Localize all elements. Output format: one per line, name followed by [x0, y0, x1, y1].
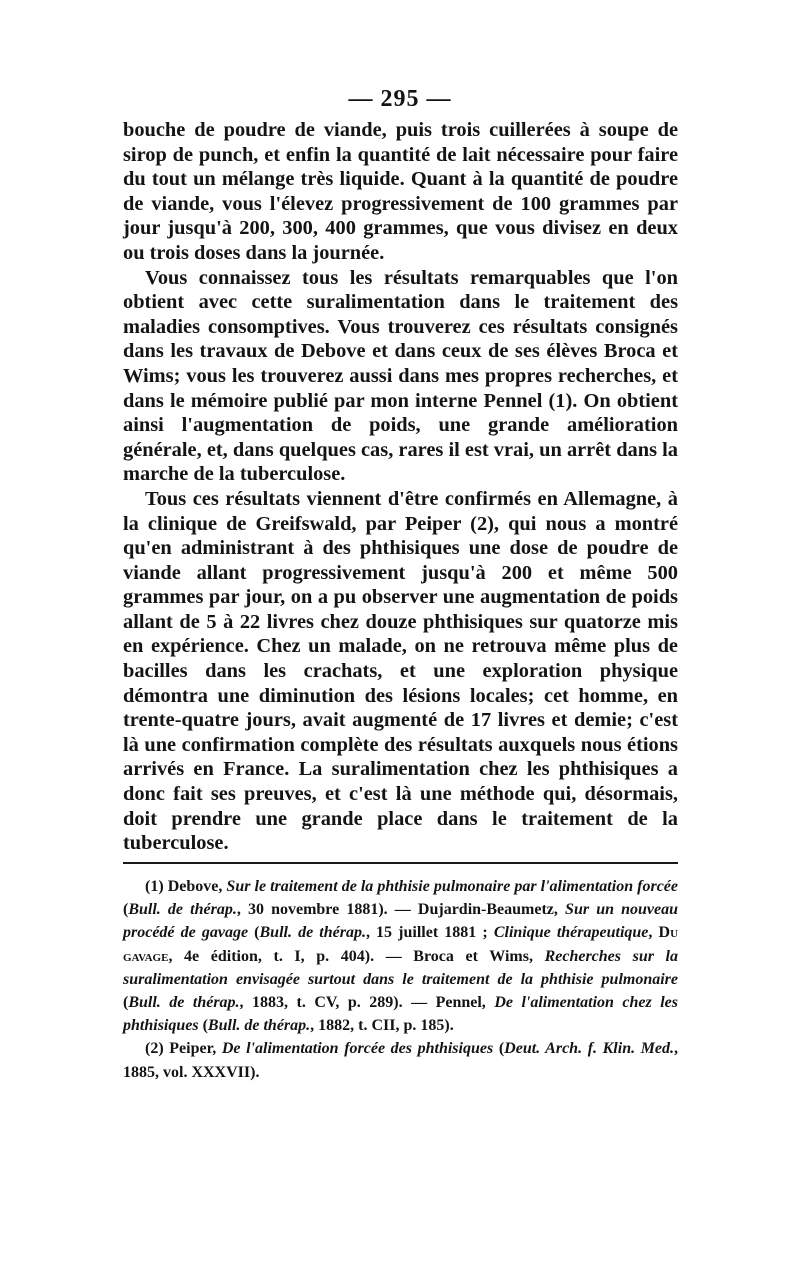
- body-text: [123, 118, 678, 856]
- footnotes: [123, 875, 678, 1084]
- paragraph-suralimentation: Vous connaissez tous les résultats remarquables que l'on obtient avec cette suralimentation dans le traitement des maladies consomptives. Vous trouverez ces résultats consignés dans les travaux de Debove et dans ceux de ses élèves Broca et Wims; vous les trouverez aussi dans mes propres recherches, et dans le mémoire publié par mon interne Pennel (1). On obtient ainsi l'augmentation de poids, une grande amélioration générale, et, dans quelques cas, rares il est vrai, un arrêt dans la marche de la tuberculose.: [123, 266, 678, 486]
- paragraph-allemagne: Tous ces résultats viennent d'être confirmés en Allemagne, à la clinique de Greifswald, par Peiper (2), qui nous a montré qu'en administrant à des phthisiques une dose de poudre de viande allant progressivement jusqu'à 200 et même 500 grammes par jour, on a pu observer une augmentation de poids allant de 5 à 22 livres chez douze phthisiques sur quatorze mis en expérience. Chez un malade, on ne retrouva même plus de bacilles dans les crachats, et une exploration physique démontra une diminution des lésions locales; cet homme, en trente-quatre jours, avait augmenté de 17 livres et demie; c'est là une confirmation complète des résultats auxquels nous étions arrivés en France. La suralimentation chez les phthisiques a donc fait ses preuves, et c'est là une méthode qui, désormais, doit prendre une grande place dans le traitement de la tuberculose.: [123, 487, 678, 855]
- footnote-2: (2) Peiper, De l'alimentation forcée des phthisiques (Deut. Arch. f. Klin. Med., 1885, vol. XXXVII).: [123, 1040, 679, 1081]
- footnote-1: (1) Debove, Sur le traitement de la phthisie pulmonaire par l'alimentation forcée (Bull. de thérap., 30 novembre 1881). — Dujardin-Beaumetz, Sur un nouveau procédé de gavage (Bull. de thérap., 15 juillet 1881 ; Clinique thérapeutique, Du gavage, 4e édition, t. I, p. 404). — Broca et Wims, Recherches sur la suralimentation envisagée surtout dans le traitement de la phthisie pulmonaire (Bull. de thérap., 1883, t. CV, p. 289). — Pennel, De l'alimentation chez les phthisiques (Bull. de thérap., 1882, t. CII, p. 185).: [123, 878, 679, 1035]
- footnote-divider: [123, 862, 678, 864]
- paragraph-continuation: bouche de poudre de viande, puis trois cuillerées à soupe de sirop de punch, et enfin la quantité de lait nécessaire pour faire du tout un mélange très liquide. Quant à la quantité de poudre de viande, vous l'élevez progressivement de 100 grammes par jour jusqu'à 200, 300, 400 grammes, que vous divisez en deux ou trois doses dans la journée.: [123, 119, 678, 264]
- page-number: — 295 —: [348, 86, 452, 112]
